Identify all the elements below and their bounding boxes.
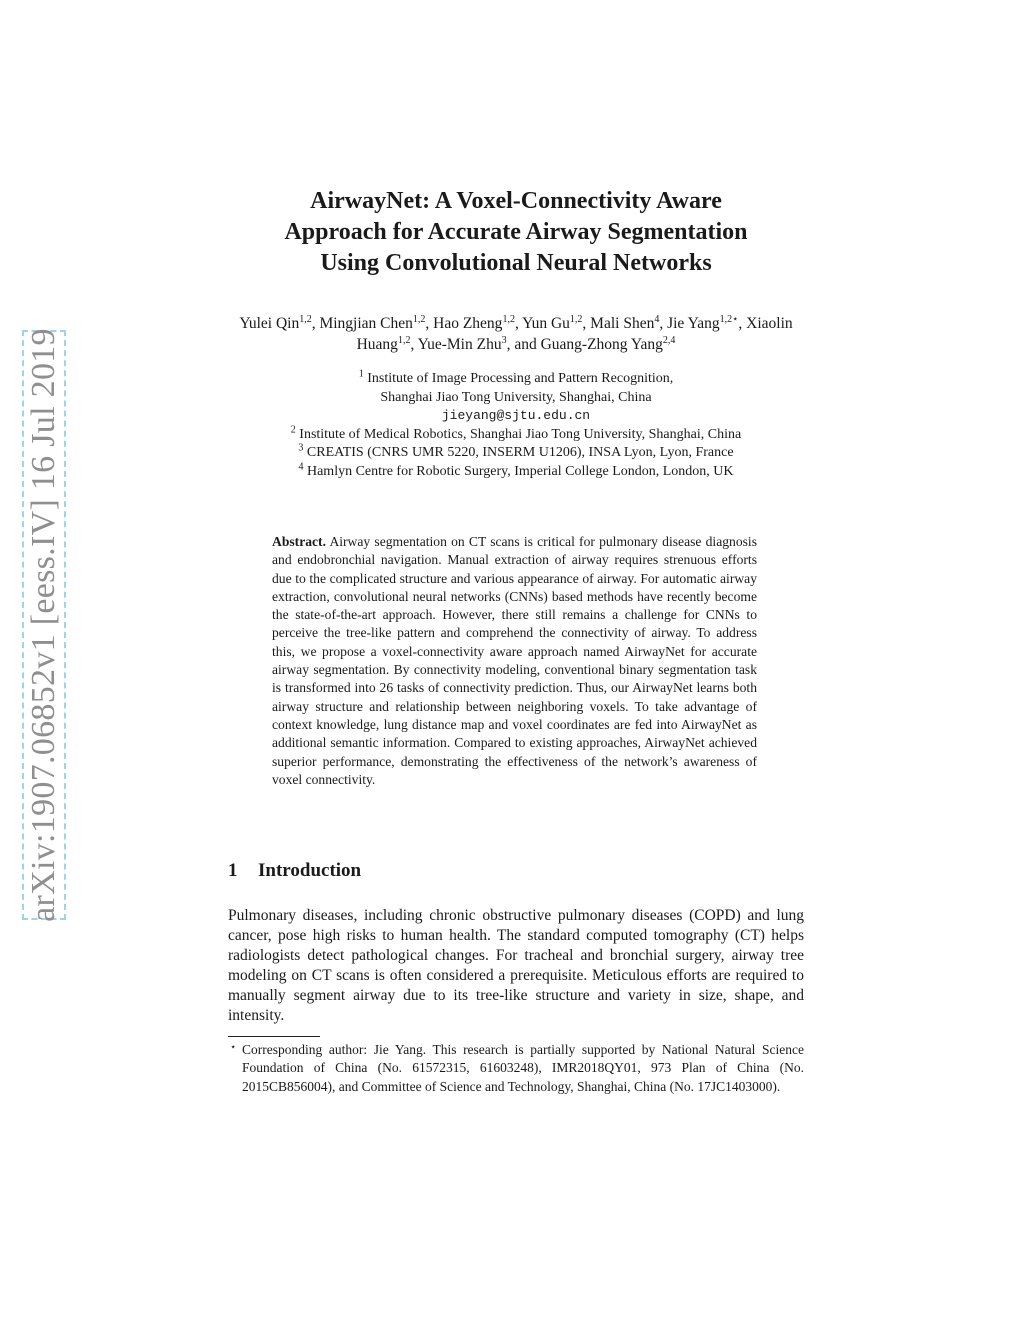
affiliations bbox=[228, 370, 804, 481]
abstract-label: Abstract. bbox=[272, 534, 326, 549]
author: Guang-Zhong Yang$^{2,4}$ bbox=[540, 334, 676, 353]
abstract-text: Airway segmentation on CT scans is critical for pulmonary disease diagnosis and endobronchial navigation. Manual extraction of airway requires strenuous efforts due to the complicated structure and various appearance of airway. For automatic airway extraction, convolutional neural networks (CNNs) based methods have recently become the state-of-the-art approach. However, there still remains a challenge for CNNs to perceive the tree-like pattern and comprehend the connectivity of airway. To address this, we propose a voxel-connectivity aware approach named AirwayNet for accurate airway segmentation. By connectivity modeling, conventional binary segmentation task is transformed into 26 tasks of connectivity prediction. Thus, our AirwayNet learns both airway structure and relationship between neighboring voxels. To take advantage of context knowledge, lung distance map and voxel coordinates are fed into AirwayNet as additional semantic information. Compared to existing approaches, AirwayNet achieved superior performance, demonstrating the effectiveness of the network’s awareness of voxel connectivity. bbox=[272, 534, 757, 787]
title-line-1: AirwayNet: A Voxel-Connectivity Aware bbox=[310, 188, 722, 214]
author: Jie Yang$^{1,2⋆}$ bbox=[667, 313, 739, 332]
footnote-text: Corresponding author: Jie Yang. This research is partially supported by National Natural Science Foundation of China (No. 61572315, 61603248), IMR2018QY01, 973 Plan of China (No. 2015CB856004), and Committee of Science and Technology, Shanghai, China (No. 17JC1403000). bbox=[242, 1042, 804, 1094]
intro-paragraph: Pulmonary diseases, including chronic obstructive pulmonary diseases (COPD) and lung cancer, pose high risks to human health. The standard computed tomography (CT) helps radiologists detect pathological changes. For tracheal and bronchial surgery, airway tree modeling on CT scans is often considered a prerequisite. Meticulous efforts are required to manually segment airway due to its tree-like structure and variety in size, shape, and intensity. bbox=[228, 907, 804, 1024]
author: Mali Shen$^4$ bbox=[590, 313, 660, 332]
footnote-rule bbox=[228, 1036, 320, 1037]
section-title: Introduction bbox=[258, 860, 362, 881]
abstract bbox=[272, 533, 757, 789]
affiliation-4: $^4$ Hamlyn Centre for Robotic Surgery, Imperial College London, London, UK bbox=[298, 460, 734, 479]
author: Mingjian Chen$^{1,2}$ bbox=[319, 313, 426, 332]
author: Yulei Qin$^{1,2}$ bbox=[239, 313, 312, 332]
section-number: 1 bbox=[228, 860, 238, 881]
title-line-2: Approach for Accurate Airway Segmentation bbox=[284, 219, 748, 245]
author: Yun Gu$^{1,2}$ bbox=[522, 313, 583, 332]
footnote bbox=[228, 1041, 804, 1096]
footnote-mark: ⋆ bbox=[230, 1042, 237, 1053]
authors-and: and bbox=[514, 336, 537, 353]
section-heading bbox=[228, 860, 361, 882]
affiliation-1-cont: Shanghai Jiao Tong University, Shanghai, China bbox=[380, 389, 652, 405]
affiliation-1: $^1$ Institute of Image Processing and Pattern Recognition, bbox=[358, 368, 674, 386]
author: Hao Zheng$^{1,2}$ bbox=[433, 313, 515, 332]
paper-title bbox=[228, 186, 804, 279]
arxiv-identifier[interactable]: arXiv:1907.06852v1 [eess.IV] 16 Jul 2019 bbox=[25, 328, 62, 922]
title-line-3: Using Convolutional Neural Networks bbox=[320, 250, 712, 276]
affiliation-3: $^3$ CREATIS (CNRS UMR 5220, INSERM U1206), INSA Lyon, Lyon, France bbox=[298, 442, 734, 460]
author-list: Yulei Qin$^{1,2}$, Mingjian Chen$^{1,2}$, Hao Zheng$^{1,2}$, Yun Gu$^{1,2}$, Mali Shen$^4$, Jie Yang$^{1,2⋆}$, Xiaolin Huang$^{1,2}$, Yue-Min Zhu$^3$, and Guang-Zhong Yang$^{2,4}$ bbox=[239, 313, 793, 353]
affiliation-2: $^2$ Institute of Medical Robotics, Shanghai Jiao Tong University, Shanghai, China bbox=[290, 423, 742, 442]
author: Xiaolin Huang$^{1,2}$ bbox=[356, 315, 793, 353]
corresponding-email[interactable]: jieyang@sjtu.edu.cn bbox=[441, 408, 591, 423]
author: Yue-Min Zhu$^3$ bbox=[417, 334, 507, 353]
